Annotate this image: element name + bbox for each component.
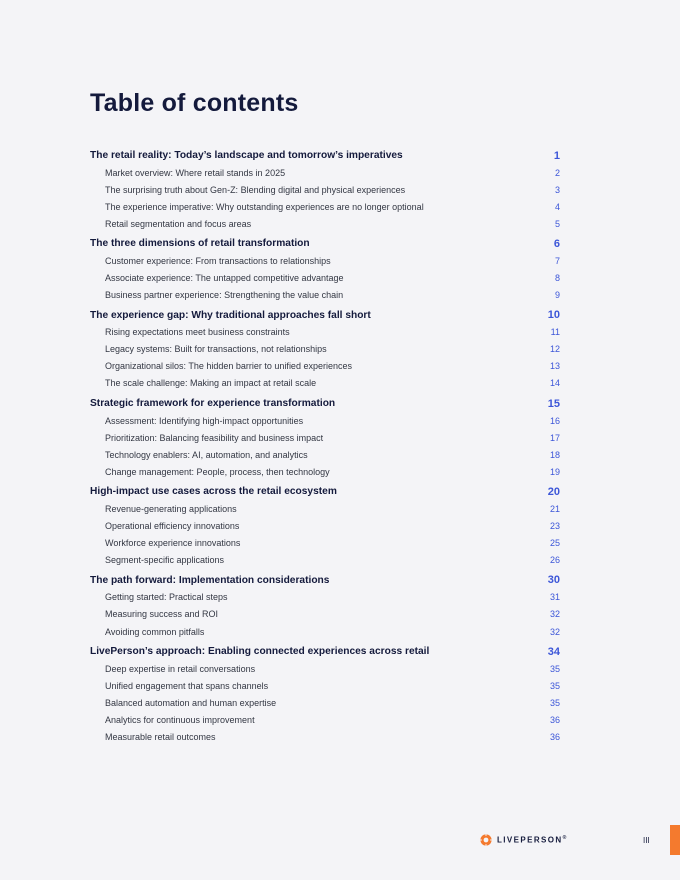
section-page-number: 20 [547, 485, 560, 498]
entry-title: Market overview: Where retail stands in 2025 [105, 167, 286, 178]
toc-entry[interactable] [90, 341, 560, 358]
entry-title: Prioritization: Balancing feasibility and business impact [105, 432, 324, 443]
toc-entry[interactable] [90, 324, 560, 341]
toc-entry[interactable] [90, 552, 560, 569]
toc-entry[interactable] [90, 589, 560, 606]
toc-entry[interactable] [90, 412, 560, 429]
toc-entry[interactable] [90, 375, 560, 392]
entry-page-number: 23 [549, 521, 560, 532]
entry-title: Workforce experience innovations [105, 538, 241, 549]
entry-page-number: 36 [549, 714, 560, 725]
entry-title: Technology enablers: AI, automation, and analytics [105, 449, 308, 460]
toc-entry[interactable] [90, 358, 560, 375]
toc-section-heading[interactable] [90, 643, 560, 660]
section-page-number: 10 [547, 309, 560, 322]
entry-title: Change management: People, process, then technology [105, 466, 330, 477]
logo-wordmark: LIVEPERSON® [497, 835, 567, 845]
section-title: The retail reality: Today’s landscape and tomorrow’s imperatives [90, 150, 403, 161]
entry-page-number: 5 [554, 218, 560, 229]
entry-title: Measurable retail outcomes [105, 731, 216, 742]
toc-entry[interactable] [90, 215, 560, 232]
toc-entry[interactable] [90, 198, 560, 215]
entry-title: Organizational silos: The hidden barrier to unified experiences [105, 361, 352, 372]
entry-page-number: 21 [549, 503, 560, 514]
toc-entry[interactable] [90, 728, 560, 745]
section-title: High-impact use cases across the retail ecosystem [90, 486, 337, 498]
page-number: III [643, 836, 650, 845]
entry-page-number: 35 [549, 697, 560, 708]
toc-entry[interactable] [90, 164, 560, 181]
section-page-number: 30 [547, 574, 560, 587]
entry-title: Assessment: Identifying high-impact opportunities [105, 415, 304, 426]
entry-page-number: 7 [554, 255, 560, 266]
entry-page-number: 13 [549, 361, 560, 372]
entry-page-number: 12 [549, 344, 560, 355]
entry-page-number: 35 [549, 663, 560, 674]
entry-title: Legacy systems: Built for transactions, not relationships [105, 344, 327, 355]
entry-page-number: 14 [549, 378, 560, 389]
entry-page-number: 4 [554, 201, 560, 212]
toc-entry[interactable] [90, 252, 560, 269]
toc-entry[interactable] [90, 535, 560, 552]
entry-page-number: 16 [549, 415, 560, 426]
toc-section [90, 307, 560, 392]
toc-entry[interactable] [90, 677, 560, 694]
toc-section [90, 572, 560, 640]
entry-title: Segment-specific applications [105, 555, 225, 566]
toc-entry[interactable] [90, 429, 560, 446]
entry-title: The experience imperative: Why outstanding experiences are no longer optional [105, 201, 424, 212]
entry-page-number: 19 [549, 466, 560, 477]
toc-section-heading[interactable] [90, 235, 560, 252]
orange-accent-tab [670, 825, 680, 855]
toc-entry[interactable] [90, 287, 560, 304]
entry-page-number: 31 [549, 592, 560, 603]
entry-title: The surprising truth about Gen-Z: Blending digital and physical experiences [105, 184, 406, 195]
entry-page-number: 11 [550, 327, 560, 338]
toc-entry[interactable] [90, 446, 560, 463]
toc-section-heading[interactable] [90, 147, 560, 164]
entry-title: Measuring success and ROI [105, 609, 219, 620]
toc-section [90, 643, 560, 745]
liveperson-logo-icon [480, 834, 492, 846]
toc-entry[interactable] [90, 518, 560, 535]
entry-page-number: 35 [549, 680, 560, 691]
entry-title: Operational efficiency innovations [105, 521, 240, 532]
entry-page-number: 25 [549, 538, 560, 549]
entry-page-number: 36 [549, 731, 560, 742]
toc-section-heading[interactable] [90, 483, 560, 500]
entry-page-number: 2 [554, 167, 560, 178]
toc-section [90, 483, 560, 568]
registered-mark: ® [562, 835, 567, 842]
entry-title: Deep expertise in retail conversations [105, 663, 256, 674]
entry-title: Revenue-generating applications [105, 503, 237, 514]
entry-title: Rising expectations meet business constraints [105, 327, 290, 338]
entry-title: Unified engagement that spans channels [105, 680, 269, 691]
toc-section-heading[interactable] [90, 572, 560, 589]
entry-page-number: 9 [554, 290, 560, 301]
entry-page-number: 32 [549, 609, 560, 620]
section-title: Strategic framework for experience transformation [90, 398, 336, 410]
toc-entry[interactable] [90, 660, 560, 677]
toc-entry[interactable] [90, 711, 560, 728]
entry-page-number: 17 [549, 432, 560, 443]
toc-entry[interactable] [90, 463, 560, 480]
toc-section-heading[interactable] [90, 307, 560, 324]
section-page-number: 1 [553, 149, 560, 162]
liveperson-logo [480, 834, 566, 846]
entry-page-number: 18 [549, 449, 560, 460]
toc-section [90, 147, 560, 232]
toc-entry[interactable] [90, 500, 560, 517]
entry-title: Avoiding common pitfalls [105, 626, 205, 637]
toc-entry[interactable] [90, 694, 560, 711]
toc-section [90, 235, 560, 303]
entry-page-number: 8 [554, 273, 560, 284]
entry-title: The scale challenge: Making an impact at retail scale [105, 378, 317, 389]
entry-title: Customer experience: From transactions to relationships [105, 255, 331, 266]
entry-title: Associate experience: The untapped competitive advantage [105, 273, 344, 284]
toc-entry[interactable] [90, 606, 560, 623]
section-page-number: 6 [553, 237, 560, 250]
entry-title: Getting started: Practical steps [105, 592, 228, 603]
entry-title: Business partner experience: Strengthening the value chain [105, 290, 344, 301]
table-of-contents [90, 147, 560, 749]
section-title: LivePerson’s approach: Enabling connected experiences across retail [90, 646, 430, 658]
toc-entry[interactable] [90, 181, 560, 198]
entry-title: Balanced automation and human expertise [105, 697, 277, 708]
page-title: Table of contents [90, 89, 299, 117]
section-title: The path forward: Implementation considerations [90, 574, 330, 586]
section-title: The experience gap: Why traditional approaches fall short [90, 309, 371, 321]
section-page-number: 34 [547, 645, 560, 658]
toc-entry[interactable] [90, 623, 560, 640]
entry-title: Retail segmentation and focus areas [105, 218, 252, 229]
entry-title: Analytics for continuous improvement [105, 714, 255, 725]
entry-page-number: 3 [554, 184, 560, 195]
toc-section [90, 395, 560, 480]
toc-entry[interactable] [90, 269, 560, 286]
section-page-number: 15 [547, 397, 560, 410]
toc-section-heading[interactable] [90, 395, 560, 412]
entry-page-number: 32 [549, 626, 560, 637]
entry-page-number: 26 [549, 555, 560, 566]
section-title: The three dimensions of retail transformation [90, 238, 310, 250]
